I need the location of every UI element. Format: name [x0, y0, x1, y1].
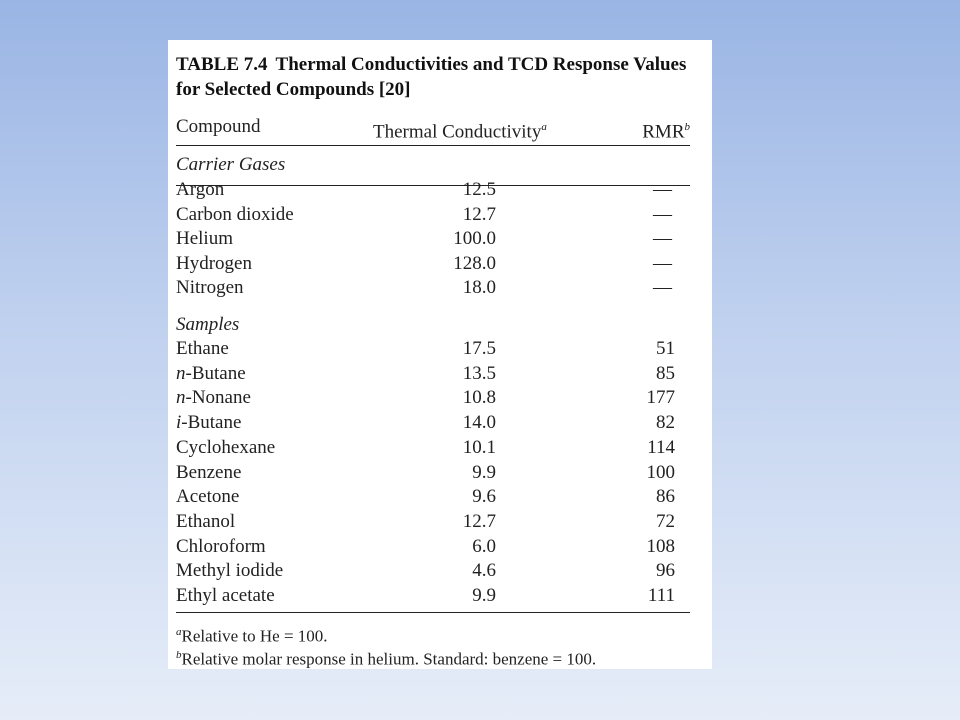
rmr-value: — [653, 228, 672, 249]
footnote-mark: b [176, 649, 182, 661]
thermal-conductivity-value: 12.5 [462, 179, 496, 200]
table-title [176, 52, 706, 102]
thermal-conductivity-value: 13.5 [462, 362, 496, 384]
compound-name: Ethane [176, 338, 229, 359]
thermal-conductivity-value: 100.0 [453, 228, 496, 249]
rmr-value: 86 [656, 486, 675, 508]
compound-name: Hydrogen [176, 252, 252, 274]
rmr-value: 82 [656, 412, 675, 434]
rmr-value: 51 [656, 338, 675, 359]
table-title-text: Thermal Conductivities and TCD Response Values for Selected Compounds [20] [176, 54, 687, 100]
compound-name: Ethyl acetate [176, 585, 275, 606]
rmr-value: — [653, 179, 672, 200]
table-row [168, 203, 712, 228]
header-tc-text: Thermal Conductivity [373, 121, 542, 143]
compound-name: Nitrogen [176, 277, 244, 298]
table-row [168, 559, 712, 584]
section-label-samples: Samples [176, 314, 240, 335]
thermal-conductivity-value: 4.6 [472, 560, 496, 582]
table-row [168, 461, 712, 486]
compound-name: Carbon dioxide [176, 203, 294, 225]
rmr-value: 96 [656, 560, 675, 582]
table-row [168, 485, 712, 510]
thermal-conductivity-value: 10.1 [462, 436, 496, 458]
thermal-conductivity-value: 6.0 [472, 535, 496, 557]
header-rmr-footnote-mark: b [684, 121, 690, 133]
compound-name: Cyclohexane [176, 436, 276, 458]
header-rmr-text: RMR [642, 121, 685, 143]
rmr-value: 111 [647, 585, 675, 606]
header-tc-footnote-mark: a [541, 121, 547, 133]
compound-name: Benzene [176, 461, 242, 483]
table-row [168, 411, 712, 436]
rmr-value: — [653, 203, 672, 225]
table-card [168, 40, 712, 669]
section-label-carrier-gases: Carrier Gases [176, 154, 286, 175]
footnote-text: Relative to He = 100. [181, 626, 328, 646]
compound-name: Chloroform [176, 535, 266, 557]
compound-name: Argon [176, 179, 225, 200]
rmr-value: — [653, 277, 672, 298]
thermal-conductivity-value: 128.0 [453, 252, 496, 274]
table-row [168, 337, 712, 362]
rmr-value: 108 [646, 535, 675, 557]
table-row [168, 252, 712, 277]
rmr-value: 72 [656, 510, 675, 532]
header-compound: Compound [176, 116, 261, 137]
rmr-value: 100 [646, 461, 675, 483]
rmr-value: — [653, 252, 672, 274]
thermal-conductivity-value: 9.9 [472, 585, 496, 606]
thermal-conductivity-value: 14.0 [462, 412, 496, 434]
compound-name: i-Butane [176, 412, 242, 434]
bottom-rule [176, 612, 690, 613]
footnote-mark: a [176, 626, 182, 638]
top-rule [176, 145, 690, 146]
table-row [168, 510, 712, 535]
compound-name: Ethanol [176, 510, 236, 532]
thermal-conductivity-value: 10.8 [462, 387, 496, 409]
compound-name: Helium [176, 228, 233, 249]
header-rmr [642, 115, 690, 144]
compound-name: Methyl iodide [176, 560, 284, 582]
thermal-conductivity-value: 12.7 [462, 203, 496, 225]
compound-name: Acetone [176, 486, 240, 508]
compound-name: n-Butane [176, 362, 246, 384]
table-row [168, 362, 712, 387]
table-number: TABLE 7.4 [176, 54, 268, 75]
table-row [168, 386, 712, 411]
table-row [168, 535, 712, 560]
rmr-value: 114 [647, 436, 675, 458]
table-row [168, 276, 712, 301]
footnote-text: Relative molar response in helium. Standard: benzene = 100. [181, 649, 597, 669]
rmr-value: 177 [646, 387, 675, 409]
thermal-conductivity-value: 12.7 [462, 510, 496, 532]
compound-name: n-Nonane [176, 387, 251, 409]
thermal-conductivity-value: 9.9 [472, 461, 496, 483]
header-thermal-conductivity [373, 115, 547, 144]
thermal-conductivity-value: 17.5 [462, 338, 496, 359]
table-row [168, 436, 712, 461]
table-row [168, 584, 712, 609]
thermal-conductivity-value: 9.6 [472, 486, 496, 508]
footnote-b [176, 644, 596, 671]
table-row [168, 178, 712, 203]
table-row [168, 227, 712, 252]
rmr-value: 85 [656, 362, 675, 384]
thermal-conductivity-value: 18.0 [462, 277, 496, 298]
